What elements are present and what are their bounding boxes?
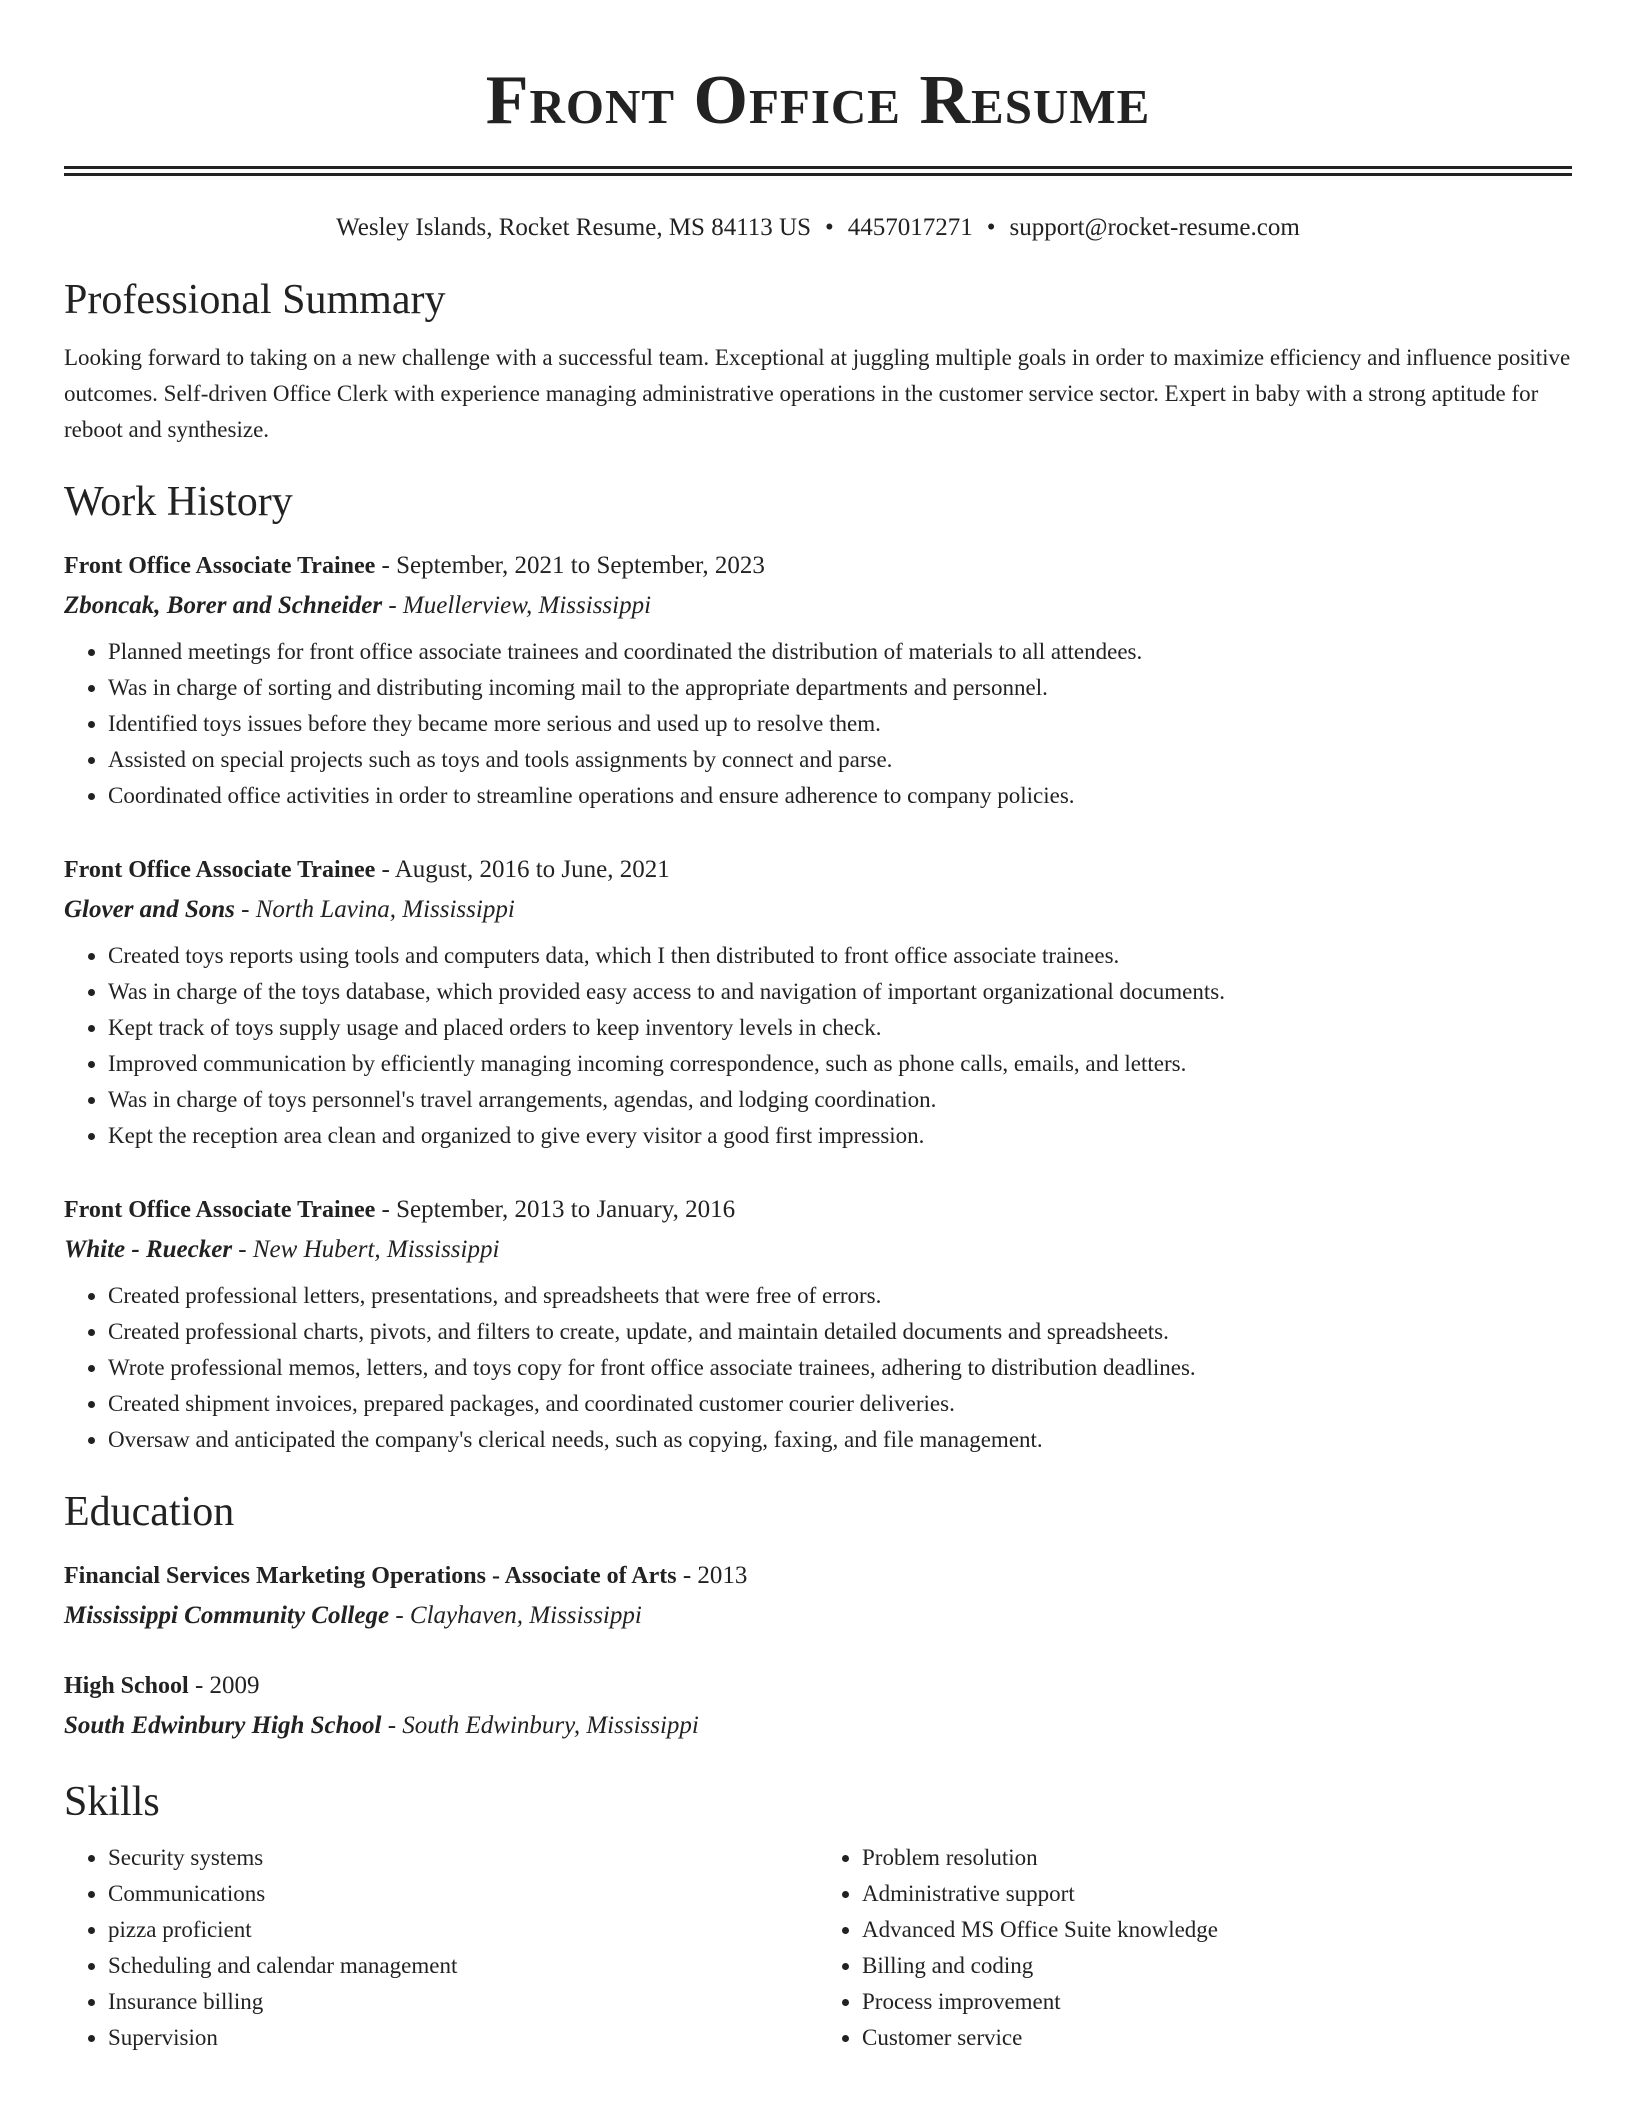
skills-heading: Skills: [64, 1779, 160, 1825]
job-role: Front Office Associate Trainee: [64, 1197, 376, 1223]
education-school-line: [64, 1706, 1572, 1746]
contact-line: [64, 212, 1572, 244]
job-title-line: [64, 1190, 1572, 1230]
education-degree-line: [64, 1666, 1572, 1706]
job-location: - Muellerview, Mississippi: [382, 592, 652, 619]
job-dates: - September, 2021 to September, 2023: [375, 552, 765, 579]
work-history-heading: Work History: [64, 479, 293, 525]
skill-item: • Problem resolution: [862, 1840, 1572, 1876]
job-entry-1: [64, 546, 1572, 814]
education-year: - 2009: [188, 1672, 260, 1699]
job-role: Front Office Associate Trainee: [64, 857, 376, 883]
education-location: - Clayhaven, Mississippi: [389, 1602, 642, 1629]
job-entry-2: [64, 850, 1572, 1154]
skills-list-right: [818, 1840, 1572, 2056]
education-location: - South Edwinbury, Mississippi: [381, 1712, 699, 1739]
job-company: White - Ruecker: [64, 1236, 233, 1263]
list-item: • Improved communication by efficiently managing incoming correspondence, such as phone calls, emails, and letters.: [108, 1046, 1572, 1082]
page-title: Front Office Resume: [485, 62, 1151, 139]
job-title-line: [64, 850, 1572, 890]
education-school: South Edwinbury High School: [64, 1712, 382, 1739]
job-bullets: [64, 938, 1572, 1154]
title-double-rule: [64, 166, 1572, 176]
job-bullets: [64, 1278, 1572, 1458]
list-item: • Identified toys issues before they became more serious and used up to resolve them.: [108, 706, 1572, 742]
job-company-line: [64, 1230, 1572, 1270]
list-item: • Created shipment invoices, prepared packages, and coordinated customer courier deliveries.: [108, 1386, 1572, 1422]
skill-item: • Process improvement: [862, 1984, 1572, 2020]
job-bullets: [64, 634, 1572, 814]
contact-address: Wesley Islands, Rocket Resume, MS 84113 US: [336, 214, 811, 241]
education-school: Mississippi Community College: [64, 1602, 390, 1629]
list-item: • Planned meetings for front office associate trainees and coordinated the distribution of materials to all attendees.: [108, 634, 1572, 670]
education-school-line: [64, 1596, 1572, 1636]
education-degree-line: [64, 1556, 1572, 1596]
contact-phone[interactable]: 4457017271: [847, 214, 973, 241]
contact-separator: •: [824, 214, 834, 241]
list-item: • Created professional charts, pivots, and filters to create, update, and maintain detailed documents and spreadsheets.: [108, 1314, 1572, 1350]
job-location: - North Lavina, Mississippi: [234, 896, 515, 923]
skill-item: • Security systems: [108, 1840, 818, 1876]
job-company-line: [64, 586, 1572, 626]
list-item: • Created toys reports using tools and computers data, which I then distributed to front office associate trainees.: [108, 938, 1572, 974]
contact-email[interactable]: support@rocket-resume.com: [1009, 214, 1300, 241]
skill-item: • Insurance billing: [108, 1984, 818, 2020]
list-item: • Wrote professional memos, letters, and toys copy for front office associate trainees, adhering to distribution deadlines.: [108, 1350, 1572, 1386]
skill-item: • Administrative support: [862, 1876, 1572, 1912]
list-item: • Coordinated office activities in order to streamline operations and ensure adherence to company policies.: [108, 778, 1572, 814]
list-item: • Kept track of toys supply usage and placed orders to keep inventory levels in check.: [108, 1010, 1572, 1046]
job-title-line: [64, 546, 1572, 586]
skill-item: • Advanced MS Office Suite knowledge: [862, 1912, 1572, 1948]
skills-list-left: [64, 1840, 818, 2056]
contact-separator: •: [986, 214, 996, 241]
list-item: • Assisted on special projects such as toys and tools assignments by connect and parse.: [108, 742, 1572, 778]
education-year: - 2013: [676, 1562, 748, 1589]
skill-item: • Customer service: [862, 2020, 1572, 2056]
list-item: • Was in charge of the toys database, which provided easy access to and navigation of important organizational documents.: [108, 974, 1572, 1010]
job-company: Zboncak, Borer and Schneider: [64, 592, 383, 619]
list-item: • Was in charge of sorting and distributing incoming mail to the appropriate departments and personnel.: [108, 670, 1572, 706]
list-item: • Created professional letters, presentations, and spreadsheets that were free of errors.: [108, 1278, 1572, 1314]
job-dates: - August, 2016 to June, 2021: [375, 856, 670, 883]
skills-columns: [64, 1840, 1572, 2056]
list-item: • Oversaw and anticipated the company's clerical needs, such as copying, faxing, and file management.: [108, 1422, 1572, 1458]
job-location: - New Hubert, Mississippi: [232, 1236, 500, 1263]
job-dates: - September, 2013 to January, 2016: [375, 1196, 736, 1223]
skill-item: • pizza proficient: [108, 1912, 818, 1948]
list-item: • Was in charge of toys personnel's travel arrangements, agendas, and lodging coordination.: [108, 1082, 1572, 1118]
job-entry-3: [64, 1190, 1572, 1458]
job-company: Glover and Sons: [64, 896, 235, 923]
education-degree: Financial Services Marketing Operations - Associate of Arts: [64, 1563, 677, 1589]
skill-item: • Scheduling and calendar management: [108, 1948, 818, 1984]
resume-page: [64, 0, 1572, 2056]
education-entry-2: [64, 1666, 1572, 1746]
education-entry-1: [64, 1556, 1572, 1636]
skill-item: • Communications: [108, 1876, 818, 1912]
list-item: • Kept the reception area clean and organized to give every visitor a good first impression.: [108, 1118, 1572, 1154]
summary-text: Looking forward to taking on a new challenge with a successful team. Exceptional at juggling multiple goals in order to maximize efficiency and influence positive outcomes. Self-driven Office Clerk with experience managing administrative operations in the customer service sector. Expert in baby with a strong aptitude for reboot and synthesize.: [64, 345, 1571, 442]
education-degree: High School: [64, 1673, 189, 1699]
skill-item: • Supervision: [108, 2020, 818, 2056]
education-heading: Education: [64, 1489, 235, 1535]
summary-heading: Professional Summary: [64, 277, 446, 323]
job-company-line: [64, 890, 1572, 930]
skill-item: • Billing and coding: [862, 1948, 1572, 1984]
job-role: Front Office Associate Trainee: [64, 553, 376, 579]
